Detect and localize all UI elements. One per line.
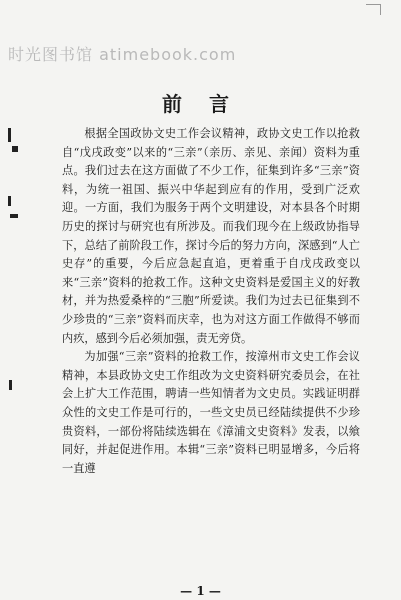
paragraph: 根据全国政协文史工作会议精神，政协文史工作以抢救自“戊戌政变”以来的“三亲”（亲历、亲见、亲闻）资料为重点。我们过去在这方面做了不少工作，征集到许多“三亲”资料，为统一祖国、振兴中华起到应有的作用，受到广泛欢迎。一方面，我们为服务于两个文明建设，对本县各个时期历史的探讨与研究也有所涉及。而我们现今在上级政协指导下，总结了前阶段工作，探讨今后的努力方向，深感到“人亡史存”的重要，今后应急起直追，更着重于自戊戌政变以来“三亲”资料的抢救工作。这种文史资料是爱国主义的好教材，并为热爱桑梓的“三胞”所爱读。我们为过去已征集到不少珍贵的“三亲”资料而庆幸，也为对这方面工作做得不够而内疚，感到今后必须加强，责无旁贷。 (62, 127, 360, 345)
body-text (62, 125, 360, 478)
binding-mark (9, 380, 12, 390)
corner-mark (366, 4, 381, 15)
page-title: 前 言 (162, 92, 239, 116)
binding-mark (12, 146, 18, 152)
binding-mark (10, 214, 18, 218)
paragraph: 为加强“三亲”资料的抢救工作，按漳州市文史工作会议精神，本县政协文史工作组改为文史资料研究委员会，在社会上扩大工作范围，聘请一些知情者为文史员。实践证明群众性的文史工作是可行的，一些文史员已经陆续提供不少珍贵资料，一部份将陆续选辑在《漳浦文史资料》发表，以飨同好，并起促进作用。本辑“三亲”资料已明显增多，今后将一直遵 (62, 350, 360, 475)
binding-mark (8, 128, 11, 142)
binding-mark (8, 196, 11, 206)
page-number: — 1 — (180, 584, 221, 598)
watermark-text: 时光图书馆 atimebook.com (8, 45, 237, 64)
